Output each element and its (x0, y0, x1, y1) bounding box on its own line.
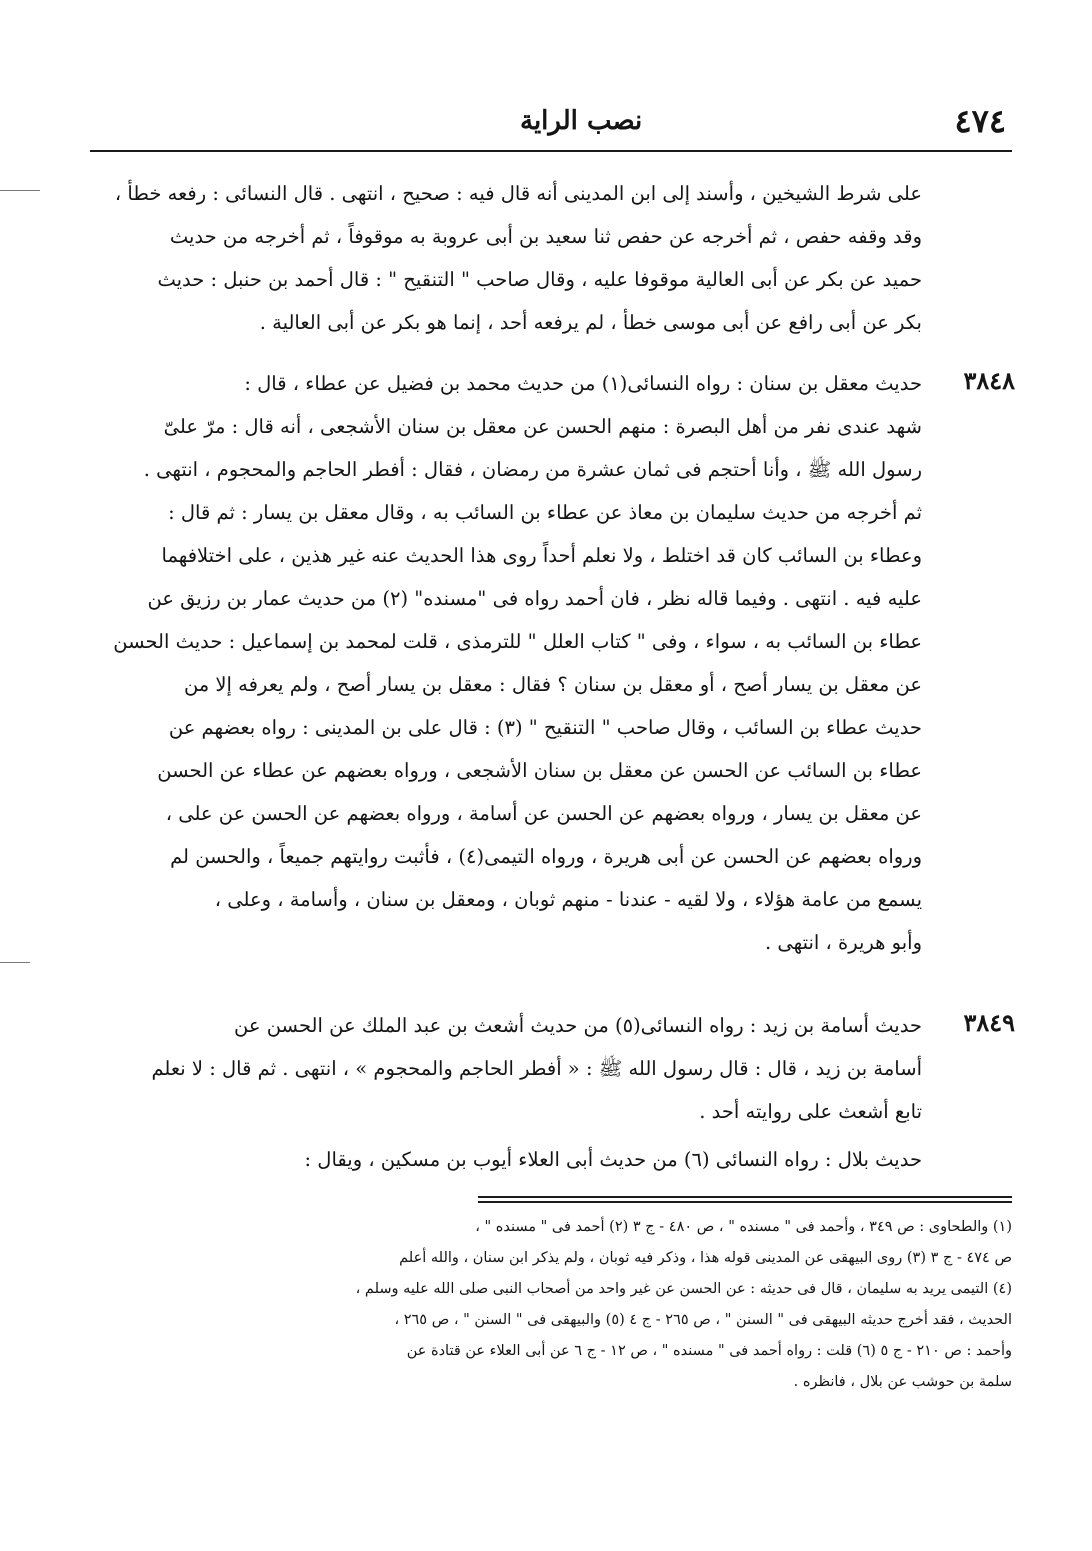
text-line: عن معقل بن يسار ، ورواه بعضهم عن الحسن عن أسامة ، ورواه بعضهم عن الحسن عن على ، (165, 802, 922, 825)
text-line: بكر عن أبى رافع عن أبى موسى خطأ ، لم يرفعه أحد ، إنما هو بكر عن أبى العالية . (259, 311, 922, 334)
footnote-line: الحديث ، فقد أخرج حديثه البيهقى فى " السنن " ، ص ٢٦٥ - ج ٤ (٥) والبيهقى فى " السنن " ، ص ٢٦٥ ، (394, 1312, 1012, 1328)
footnote-line: وأحمد : ص ٢١٠ - ج ٥ (٦) قلت : رواه أحمد فى " مسنده " ، ص ١٢ - ج ٦ عن أبى العلاء عن قتادة عن (406, 1343, 1012, 1359)
text-line: أسامة بن زيد ، قال : قال رسول الله ﷺ : « أفطر الحاجم والمحجوم » ، انتهى . ثم قال : لا نعلم (151, 1057, 922, 1080)
text-line: عطاء بن السائب به ، سواء ، وفى " كتاب العلل " للترمذى ، قلت لمحمد بن إسماعيل : حديث الحسن (113, 630, 922, 653)
footnote-line: سلمة بن حوشب عن بلال ، فانظره . (793, 1374, 1012, 1390)
header-rule (90, 150, 1012, 152)
text-line: ثم أخرجه من حديث سليمان بن معاذ عن عطاء بن السائب به ، وقال معقل بن يسار : ثم قال : (168, 501, 922, 524)
text-line: حديث أسامة بن زيد : رواه النسائى(٥) من حديث أشعث بن عبد الملك عن الحسن عن (234, 1014, 922, 1037)
text-line: حديث عطاء بن السائب ، وقال صاحب " التنقيح " (٣) : قال على بن المدينى : رواه بعضهم عن (168, 716, 922, 739)
text-line: عطاء بن السائب عن الحسن عن معقل بن سنان الأشجعى ، ورواه بعضهم عن عطاء عن الحسن (157, 759, 922, 782)
entry-number-3848: ٣٨٤٨ (963, 366, 1015, 395)
text-line: وعطاء بن السائب كان قد اختلط ، ولا نعلم أحداً روى هذا الحديث عنه غير هذين ، على اختلافهما (161, 544, 922, 567)
continuation-paragraph (90, 172, 922, 344)
text-line: على شرط الشيخين ، وأسند إلى ابن المدينى أنه قال فيه : صحيح ، انتهى . قال النسائى : رفعه خطأ ، (114, 182, 922, 205)
text-line: حديث بلال : رواه النسائى (٦) من حديث أبى العلاء أيوب بن مسكين ، ويقال : (304, 1148, 922, 1171)
footnote-rule (478, 1196, 1012, 1198)
entry-3849-paragraph (90, 1004, 922, 1181)
footnote-line: (٤) التيمى يريد به سليمان ، قال فى حديثه : عن الحسن عن غير واحد من أصحاب النبى صلى الله عليه وسلم ، (355, 1281, 1012, 1297)
margin-mark (0, 190, 40, 191)
text-line: حميد عن بكر عن أبى العالية موقوفا عليه ، وقال صاحب " التنقيح " : قال أحمد بن حنبل : حديث (157, 268, 922, 291)
running-title: نصب الراية (520, 106, 643, 136)
text-line: ورواه بعضهم عن الحسن عن أبى هريرة ، ورواه التيمى(٤) ، فأثبت روايتهم جميعاً ، والحسن لم (170, 845, 922, 868)
footnote-rule (478, 1201, 1012, 1203)
text-line: عليه فيه . انتهى . وفيما قاله نظر ، فان أحمد رواه فى "مسنده" (٢) من حديث عمار بن رزيق عن (147, 587, 922, 610)
footnote-line: (١) والطحاوى : ص ٣٤٩ ، وأحمد فى " مسنده " ، ص ٤٨٠ - ج ٣ (٢) أحمد فى " مسنده " ، (475, 1219, 1012, 1235)
text-line: عن معقل بن يسار أصح ، أو معقل بن سنان ؟ فقال : معقل بن يسار أصح ، ولم يعرفه إلا من (183, 673, 922, 696)
footnote-line: ص ٤٧٤ - ج ٣ (٣) روى البيهقى عن المدينى قوله هذا ، وذكر فيه ثوبان ، ولم يذكر ابن سنان ، والله أعلم (399, 1250, 1012, 1266)
text-line: حديث معقل بن سنان : رواه النسائى(١) من حديث محمد بن فضيل عن عطاء ، قال : (244, 372, 922, 395)
footnotes (90, 1212, 1012, 1398)
page-number: ٤٧٤ (954, 102, 1006, 140)
text-line: وأبو هريرة ، انتهى . (764, 931, 922, 954)
text-line: شهد عندى نفر من أهل البصرة : منهم الحسن عن معقل بن سنان الأشجعى ، أنه قال : مرّ علىّ (163, 415, 922, 438)
text-line: وقد وقفه حفص ، ثم أخرجه عن حفص ثنا سعيد بن أبى عروبة به موقوفاً ، ثم أخرجه من حديث (169, 225, 922, 248)
page-header (90, 96, 1012, 148)
text-line: رسول الله ﷺ ، وأنا أحتجم فى ثمان عشرة من رمضان ، فقال : أفطر الحاجم والمحجوم ، انتهى . (143, 458, 922, 481)
text-line: تابع أشعث على روايته أحد . (699, 1100, 922, 1123)
entry-3848-paragraph (90, 362, 922, 964)
text-line: يسمع من عامة هؤلاء ، ولا لقيه - عندنا - منهم ثوبان ، ومعقل بن سنان ، وأسامة ، وعلى ، (214, 888, 922, 911)
margin-mark (0, 962, 30, 963)
entry-number-3849: ٣٨٤٩ (963, 1008, 1015, 1037)
